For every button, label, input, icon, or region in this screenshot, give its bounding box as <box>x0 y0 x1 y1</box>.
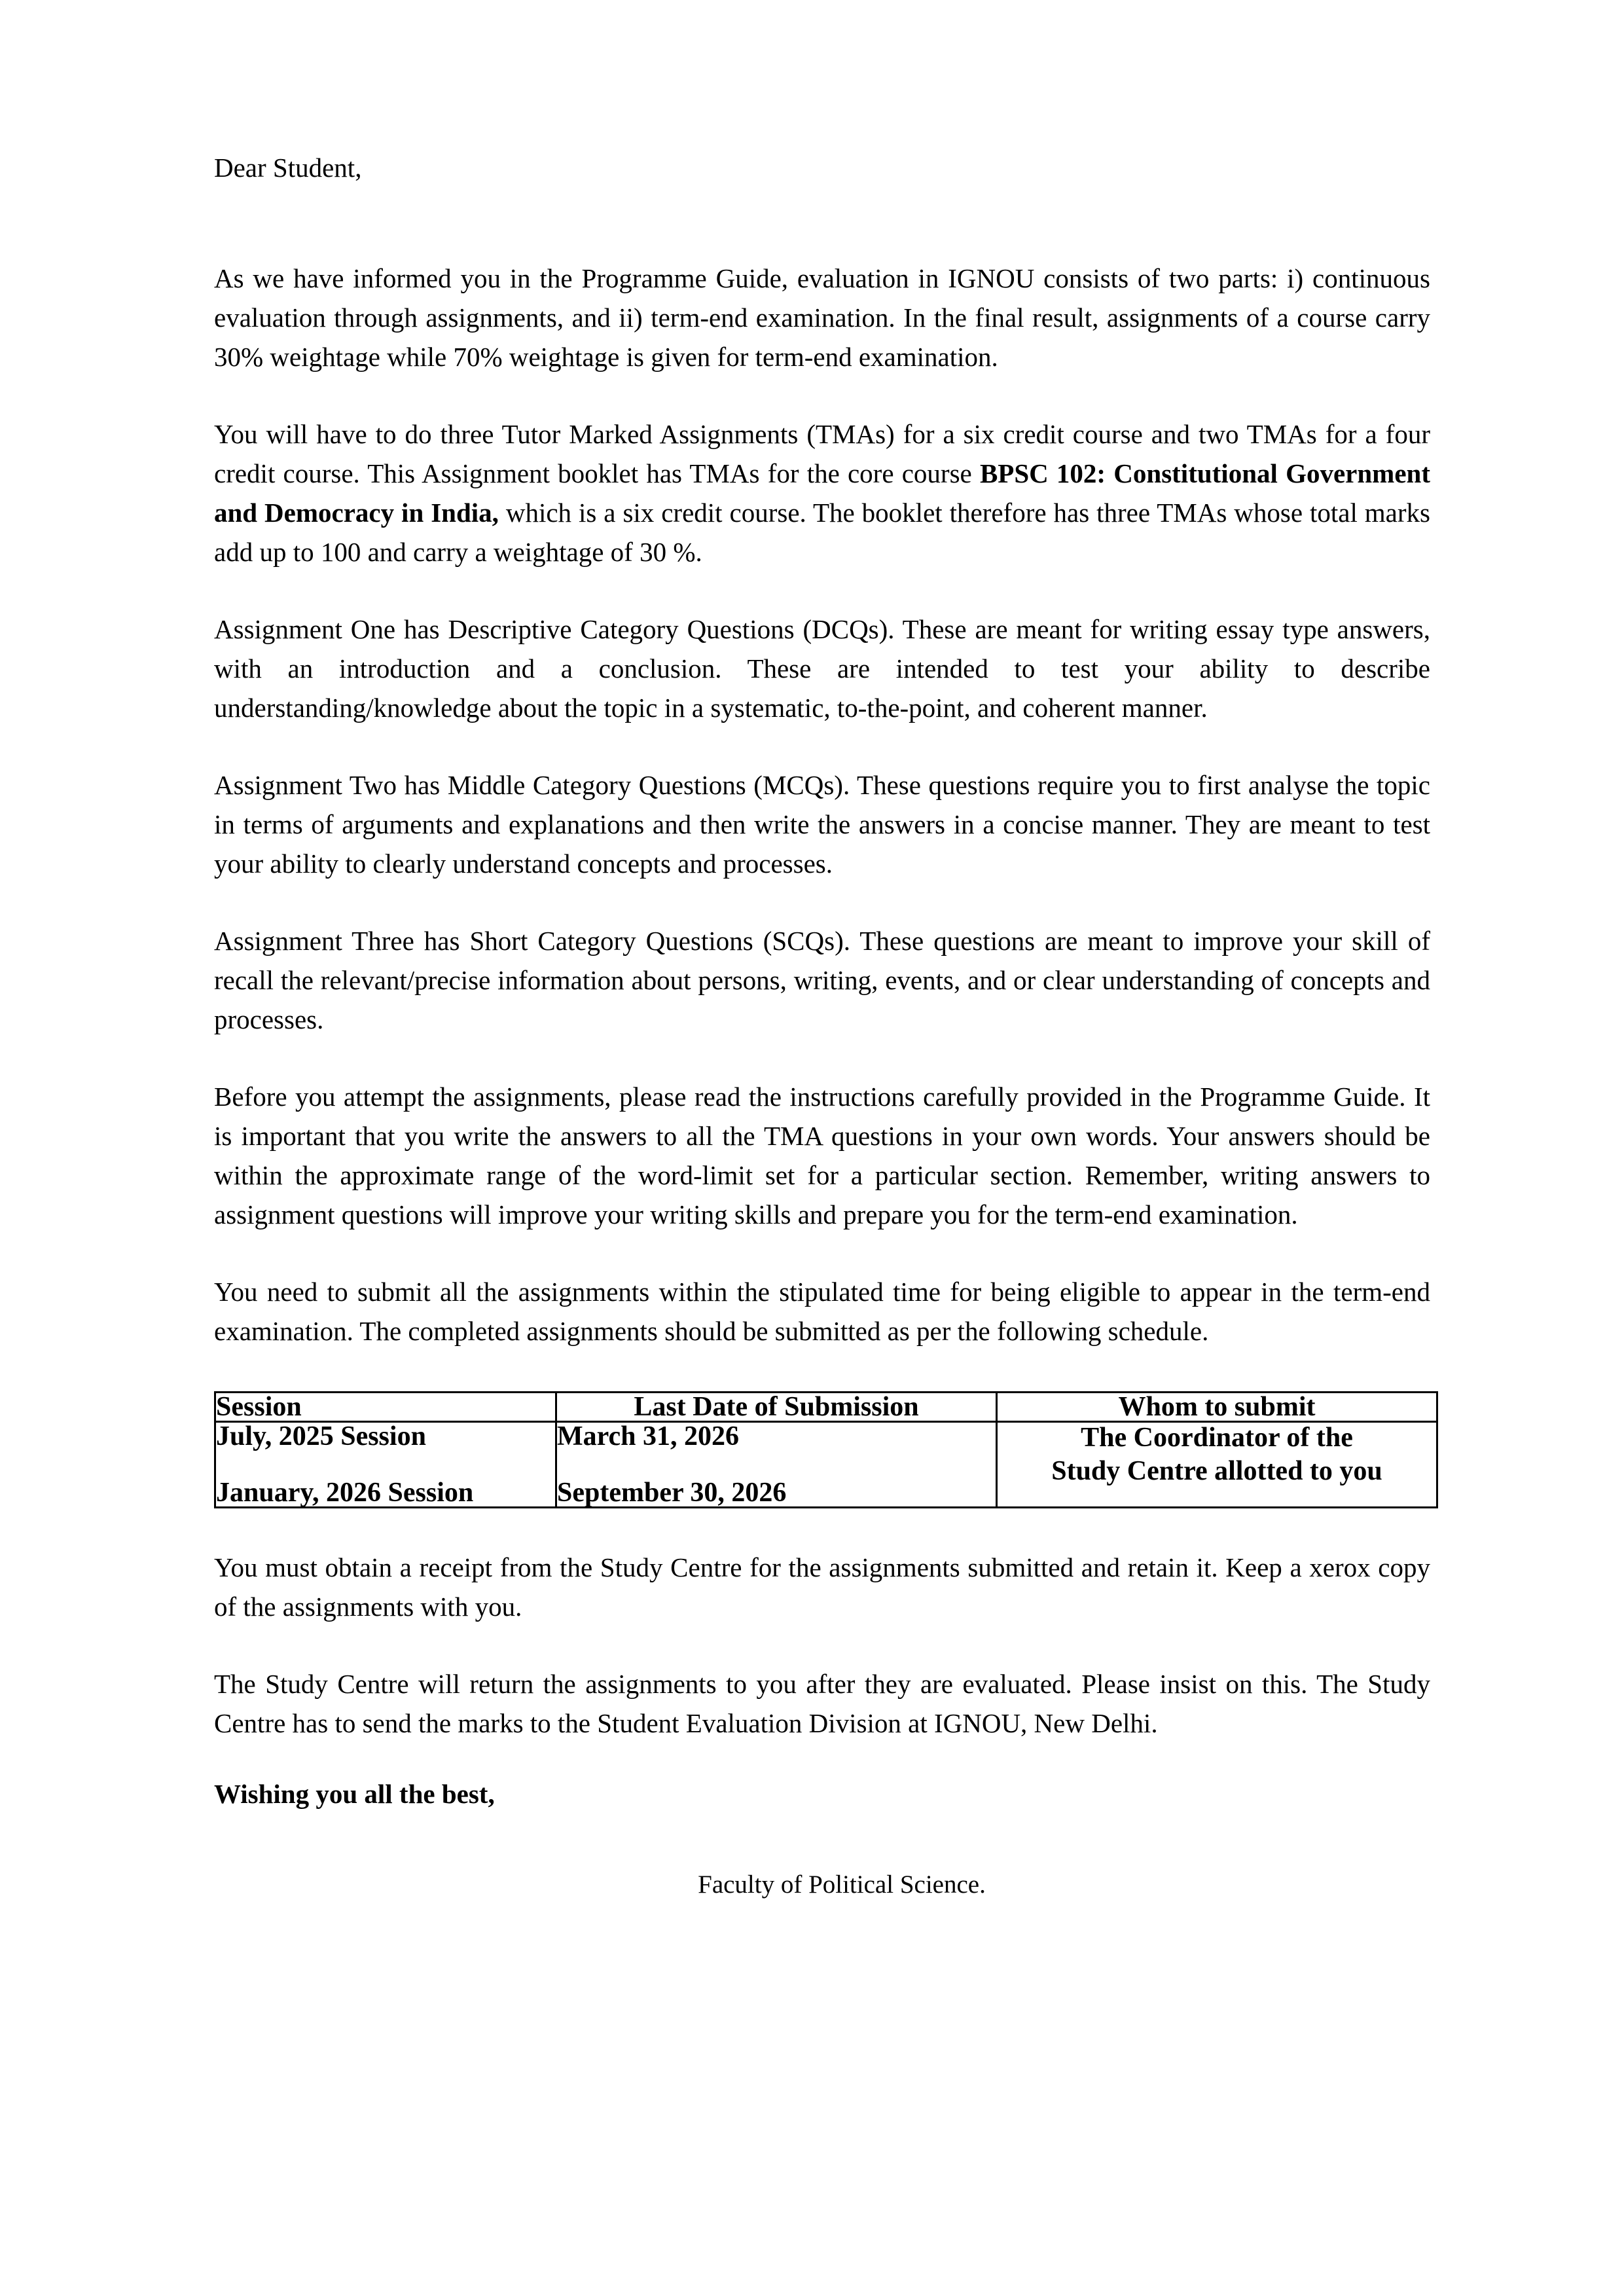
spacer <box>214 883 1430 921</box>
spacer <box>214 1626 1430 1664</box>
paragraph-assignment-two: Assignment Two has Middle Category Questions (MCQs). These questions require you to first analyse the topic in terms of arguments and explanations and then write the answers in a concise manner. They are meant to test your ability to clearly understand concepts and processes. <box>214 770 1430 879</box>
spacer <box>214 727 1430 765</box>
spacer <box>214 1508 1430 1548</box>
signoff-line: Wishing you all the best, <box>214 1779 495 1809</box>
spacer <box>214 181 1430 259</box>
table-row <box>215 1422 1437 1508</box>
whom-to-submit-line1: The Coordinator of the <box>1081 1423 1353 1453</box>
salutation: Dear Student, <box>214 153 362 183</box>
last-date-value-2: September 30, 2026 <box>557 1478 787 1508</box>
faculty-block <box>214 1808 1430 1897</box>
tma-text-part2: which is a six credit course. The booklet therefore has three TMAs whose total marks add up to 100 and carry a weightage of 30 %. <box>214 498 1430 567</box>
table-body <box>215 1422 1437 1508</box>
table-header-last-date: Last Date of Submission <box>556 1393 997 1422</box>
table-header <box>215 1393 1437 1422</box>
paragraph-return-notice: The Study Centre will return the assignments to you after they are evaluated. Please insist on this. The Study Centre has to send the marks to the Student Evaluation Division at IGNOU, New Delhi. <box>214 1669 1430 1738</box>
paragraph-assignment-three: Assignment Three has Short Category Questions (SCQs). These questions are meant to improve your skill of recall the relevant/precise information about persons, writing, events, and or clear understanding of concepts and processes. <box>214 926 1430 1034</box>
paragraph-tma-requirements <box>214 414 1430 572</box>
paragraph-evaluation-overview: As we have informed you in the Programme Guide, evaluation in IGNOU consists of two parts: i) continuous evaluation through assignments, and ii) term-end examination. In the final result, assignments of a course carry 30% weightage while 70% weightage is given for term-end examination. <box>214 263 1430 372</box>
faculty-signature: Faculty of Political Science. <box>698 1870 986 1899</box>
table-header-row <box>215 1393 1437 1422</box>
session-value-2: January, 2026 Session <box>216 1478 474 1508</box>
tma-text-part1: You will have to do three Tutor Marked Assignments (TMAs) for a six credit course and two TMAs for a four credit course. This Assignment booklet has TMAs for the core course <box>214 419 1430 488</box>
spacer <box>214 1351 1430 1391</box>
last-date-value-1: March 31, 2026 <box>557 1421 740 1451</box>
paragraph-instructions: Before you attempt the assignments, please read the instructions carefully provided in the Programme Guide. It is important that you write the answers to all the TMA questions in your own words. Your answers should be within the approximate range of the word-limit set for a particular section. Remember, writing answers to assignment questions will improve your writing skills and prepare you for the term-end examination. <box>214 1082 1430 1230</box>
spacer <box>214 376 1430 414</box>
spacer <box>214 572 1430 610</box>
table-cell-sessions <box>215 1422 556 1508</box>
paragraph-submission-deadline: You need to submit all the assignments within the stipulated time for being eligible to appear in the term-end examination. The completed assignments should be submitted as per the following schedule. <box>214 1277 1430 1346</box>
table-cell-whom-to-submit <box>997 1422 1437 1508</box>
table-cell-last-dates <box>556 1422 997 1508</box>
spacer <box>214 1039 1430 1077</box>
submission-schedule-table <box>214 1391 1438 1508</box>
spacer <box>214 1234 1430 1272</box>
document-body <box>214 155 1430 1897</box>
course-code-emphasis: BPSC 102: Constitutional Government and Democracy in India, <box>214 458 1430 528</box>
whom-to-submit-line2: Study Centre allotted to you <box>1051 1456 1382 1487</box>
spacer <box>214 1743 1430 1781</box>
paragraph-receipt-notice: You must obtain a receipt from the Study Centre for the assignments submitted and retain it. Keep a xerox copy of the assignments with you. <box>214 1552 1430 1622</box>
session-value-1: July, 2025 Session <box>216 1421 426 1451</box>
paragraph-assignment-one: Assignment One has Descriptive Category Questions (DCQs). These are meant for writing essay type answers, with an introduction and a conclusion. These are intended to test your ability to describe understanding/knowledge about the topic in a systematic, to-the-point, and coherent manner. <box>214 614 1430 723</box>
table-header-whom-to-submit: Whom to submit <box>997 1393 1437 1422</box>
table-header-session: Session <box>215 1393 556 1422</box>
